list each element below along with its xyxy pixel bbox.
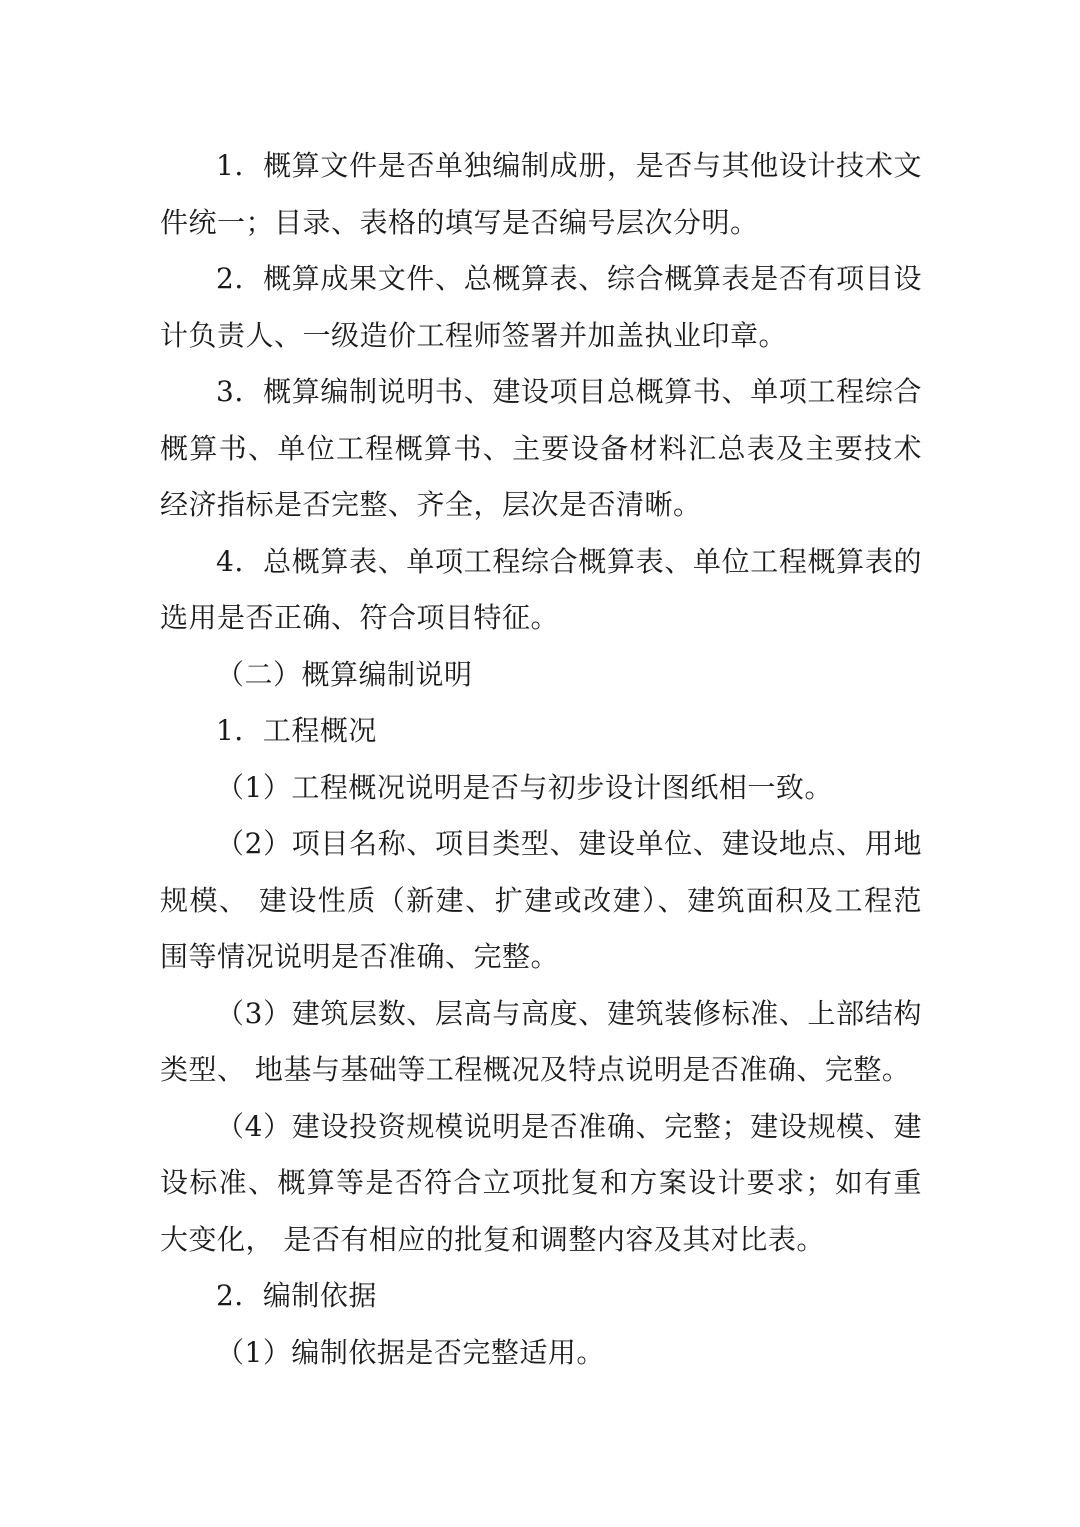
section-heading-2: （二）概算编制说明: [216, 657, 473, 691]
paragraph-item-4: 4．总概算表、单项工程综合概算表、单位工程概算表的选用是否正确、符合项目特征。: [160, 544, 922, 634]
sub-item-basis-1: （1）编制依据是否完整适用。: [216, 1335, 605, 1369]
document-body: [160, 138, 922, 1381]
subsection-heading-engineering-overview: 1．工程概况: [216, 714, 377, 747]
paragraph-item-2: 2．概算成果文件、总概算表、综合概算表是否有项目设计负责人、一级造价工程师签署并加盖执业印章。: [160, 262, 922, 352]
paragraph-item-1: 1．概算文件是否单独编制成册，是否与其他设计技术文件统一；目录、表格的填写是否编号层次分明。: [160, 149, 922, 239]
sub-item-3: （3）建筑层数、层高与高度、建筑装修标准、上部结构类型、 地基与基础等工程概况及特点说明是否准确、完整。: [160, 996, 922, 1086]
sub-item-4: （4）建设投资规模说明是否准确、完整；建设规模、建设标准、概算等是否符合立项批复和方案设计要求；如有重大变化， 是否有相应的批复和调整内容及其对比表。: [160, 1109, 922, 1256]
subsection-heading-basis: 2．编制依据: [216, 1279, 377, 1312]
paragraph-item-3: 3．概算编制说明书、建设项目总概算书、单项工程综合概算书、单位工程概算书、主要设备材料汇总表及主要技术经济指标是否完整、齐全，层次是否清晰。: [160, 375, 922, 521]
sub-item-2: （2）项目名称、项目类型、建设单位、建设地点、用地规模、 建设性质（新建、扩建或改建）、建筑面积及工程范围等情况说明是否准确、完整。: [160, 827, 922, 973]
sub-item-1: （1）工程概况说明是否与初步设计图纸相一致。: [216, 770, 833, 804]
